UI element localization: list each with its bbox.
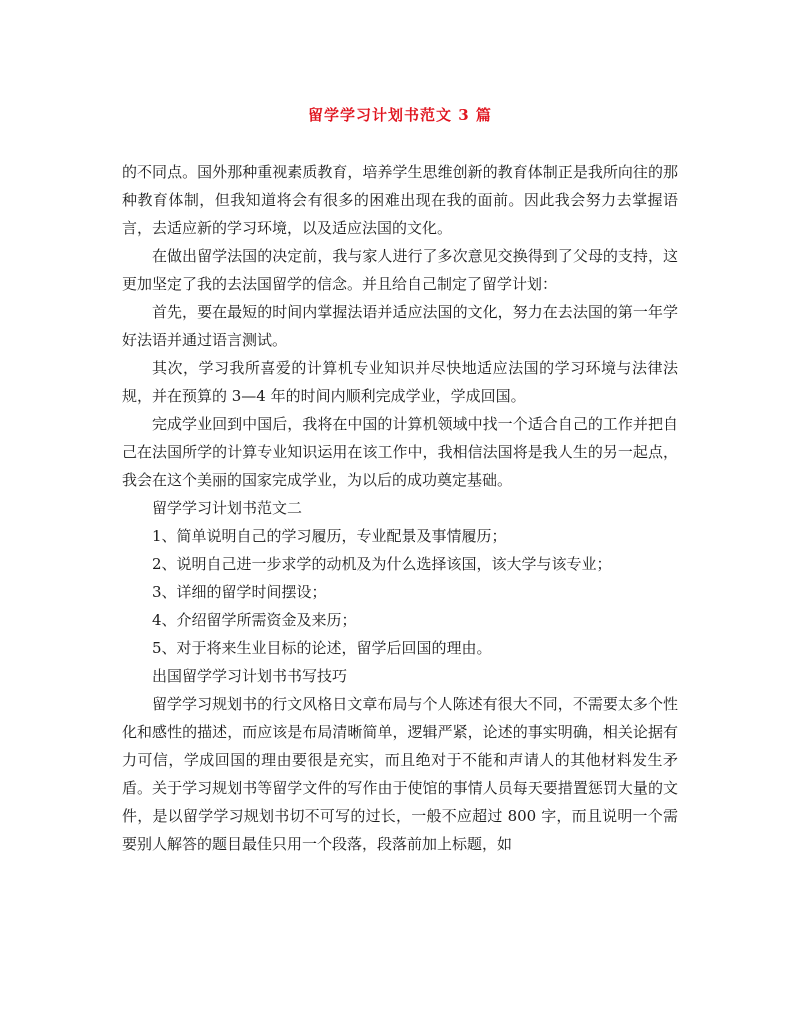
paragraph: 在做出留学法国的决定前，我与家人进行了多次意见交换得到了父母的支持，这更加坚定了我的去法国留学的信念。并且给自己制定了留学计划： xyxy=(122,247,678,293)
list-item: 1、简单说明自己的学习履历，专业配景及事情履历； xyxy=(152,527,507,545)
paragraph: 首先，要在最短的时间内掌握法语并适应法国的文化，努力在去法国的第一年学好法语并通过语言测试。 xyxy=(122,303,678,349)
section-heading: 出国留学学习计划书书写技巧 xyxy=(152,667,348,685)
list-item: 5、对于将来生业目标的论述，留学后回国的理由。 xyxy=(152,639,492,657)
list-item: 2、说明自己进一步求学的动机及为什么选择该国，该大学与该专业； xyxy=(152,555,612,573)
paragraph: 完成学业回到中国后，我将在中国的计算机领域中找一个适合自己的工作并把自己在法国所学的计算专业知识运用在该工作中，我相信法国将是我人生的另一起点，我会在这个美丽的国家完成学业，为以后的成功奠定基础。 xyxy=(122,415,678,489)
paragraph: 其次，学习我所喜爱的计算机专业知识并尽快地适应法国的学习环境与法律法规，并在预算的 3—4 年的时间内顺利完成学业，学成回国。 xyxy=(122,359,678,405)
paragraph: 的不同点。国外那种重视素质教育，培养学生思维创新的教育体制正是我所向往的那种教育体制，但我知道将会有很多的困难出现在我的面前。因此我会努力去掌握语言，去适应新的学习环境，以及适应法国的文化。 xyxy=(122,163,678,237)
list-item: 4、介绍留学所需资金及来历； xyxy=(152,611,357,629)
paragraph: 留学学习规划书的行文风格日文章布局与个人陈述有很大不同，不需要太多个性化和感性的描述，而应该是布局清晰简单，逻辑严紧，论述的事实明确，相关论据有力可信，学成回国的理由要很是充实，而且绝对于不能和声请人的其他材料发生矛盾。关于学习规划书等留学文件的写作由于使馆的事情人员每天要措置惩罚大量的文件，是以留学学习规划书切不可写的过长，一般不应超过 800 字，而且说明一个需要别人解答的题目最佳只用一个段落，段落前加上标题，如 xyxy=(122,695,678,853)
document-title: 留学学习计划书范文 3 篇 xyxy=(308,106,492,124)
section-heading: 留学学习计划书范文二 xyxy=(152,499,303,517)
list-item: 3、详细的留学时间摆设； xyxy=(152,583,327,601)
document-body xyxy=(122,158,678,858)
